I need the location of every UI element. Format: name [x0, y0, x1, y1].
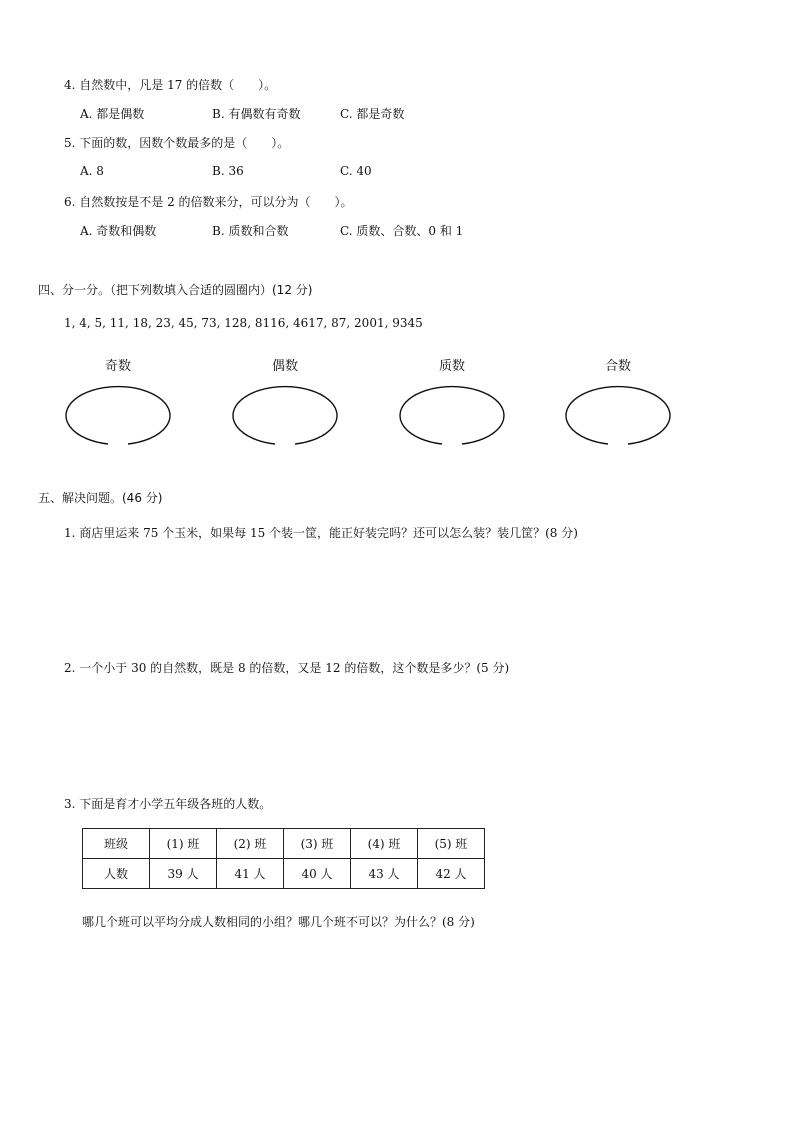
problem-3: 3. 下面是育才小学五年级各班的人数。 [64, 797, 272, 811]
q4-option-b: B. 有偶数有奇数 [212, 107, 301, 121]
oval-composite [566, 387, 670, 444]
table-row [83, 829, 485, 859]
q4-option-a: A. 都是偶数 [80, 107, 145, 121]
table-cell: (1) 班 [150, 829, 217, 859]
table-cell: 43 人 [351, 859, 418, 889]
category-label-odd: 奇数 [104, 359, 131, 374]
category-label-even: 偶数 [271, 359, 298, 374]
oval-shapes [60, 345, 680, 455]
class-size-table [82, 828, 485, 889]
q5-option-a: A. 8 [80, 164, 104, 178]
category-label-prime: 质数 [438, 359, 465, 374]
problem-1: 1. 商店里运来 75 个玉米，如果每 15 个装一筐，能正好装完吗？还可以怎么装？装几筐？(8 分) [64, 526, 578, 540]
q5-option-b: B. 36 [212, 164, 244, 178]
table-cell: (3) 班 [284, 829, 351, 859]
q6-option-c: C. 质数、合数、0 和 1 [340, 224, 464, 238]
table-cell: 39 人 [150, 859, 217, 889]
question-5: 5. 下面的数，因数个数最多的是（ ）。 [64, 136, 290, 150]
q5-option-c: C. 40 [340, 164, 372, 178]
number-list: 1, 4, 5, 11, 18, 23, 45, 73, 128, 8116, 4617, 87, 2001, 9345 [64, 316, 423, 330]
classification-ovals [60, 345, 680, 455]
table-cell: 40 人 [284, 859, 351, 889]
table-cell: 42 人 [418, 859, 485, 889]
table-cell: (4) 班 [351, 829, 418, 859]
table-cell: (2) 班 [217, 829, 284, 859]
q4-option-c: C. 都是奇数 [340, 107, 405, 121]
question-4: 4. 自然数中，凡是 17 的倍数（ ）。 [64, 78, 277, 92]
q6-option-a: A. 奇数和偶数 [80, 224, 157, 238]
category-label-composite: 合数 [604, 359, 631, 374]
problem-2: 2. 一个小于 30 的自然数，既是 8 的倍数，又是 12 的倍数，这个数是多少？(5 分) [64, 661, 510, 675]
table-cell: (5) 班 [418, 829, 485, 859]
table-row [83, 859, 485, 889]
q6-option-b: B. 质数和合数 [212, 224, 289, 238]
question-6: 6. 自然数按是不是 2 的倍数来分，可以分为（ ）。 [64, 195, 353, 209]
oval-prime [400, 387, 504, 444]
section-5-heading: 五、解决问题。(46 分) [38, 491, 163, 505]
oval-odd [66, 387, 170, 444]
section-4-heading: 四、分一分。（把下列数填入合适的圆圈内）(12 分) [38, 283, 313, 297]
table-cell: 班级 [83, 829, 150, 859]
table-cell: 人数 [83, 859, 150, 889]
oval-even [233, 387, 337, 444]
problem-3-question: 哪几个班可以平均分成人数相同的小组？哪几个班不可以？为什么？(8 分) [82, 915, 475, 929]
table-cell: 41 人 [217, 859, 284, 889]
